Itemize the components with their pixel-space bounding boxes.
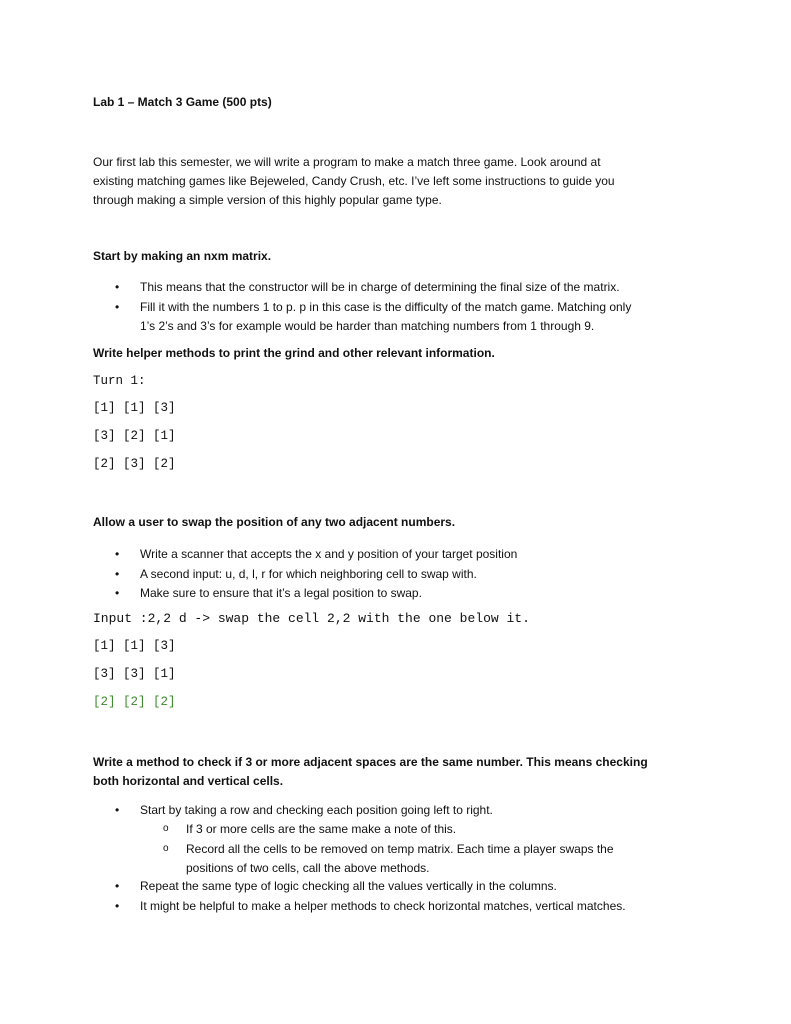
- section2-heading: Write helper methods to print the grind and other relevant information.: [93, 346, 495, 360]
- grid-row: [1] [1] [3]: [93, 639, 176, 653]
- document-title: Lab 1 – Match 3 Game (500 pts): [93, 95, 272, 109]
- grid-row: [2] [3] [2]: [93, 457, 176, 471]
- list-item-text: Write a scanner that accepts the x and y position of your target position: [140, 547, 518, 561]
- sub-list-item: [93, 820, 703, 840]
- heading-line: both horizontal and vertical cells.: [93, 774, 284, 788]
- list-item-text: 1’s 2’s and 3’s for example would be harder than matching numbers from 1 through 9.: [140, 319, 595, 333]
- intro-paragraph: [93, 153, 703, 210]
- intro-line: through making a simple version of this highly popular game type.: [93, 193, 442, 207]
- section3-bullets: [93, 545, 703, 604]
- turn-label: Turn 1:: [93, 374, 146, 388]
- list-item-text: Repeat the same type of logic checking all the values vertically in the columns.: [140, 879, 557, 893]
- section4-heading: [93, 753, 703, 791]
- intro-line: existing matching games like Bejeweled, Candy Crush, etc. I’ve left some instructions to guide you: [93, 174, 615, 188]
- list-item: [93, 897, 703, 917]
- section4-bullets: [93, 801, 703, 821]
- list-item-text: • This means that the constructor will be in charge of determining the final size of the matrix.: [140, 280, 620, 294]
- list-item-text: Make sure to ensure that it’s a legal position to swap.: [140, 586, 422, 600]
- list-item-text: Start by taking a row and checking each position going left to right.: [140, 803, 493, 817]
- list-item-text: o Record all the cells to be removed on temp matrix. Each time a player swaps the: [186, 841, 614, 856]
- grid-row: [3] [2] [1]: [93, 429, 176, 443]
- sub-list-item: [93, 840, 703, 879]
- grid-row: [1] [1] [3]: [93, 401, 176, 415]
- list-item-text: o If 3 or more cells are the same make a note of this.: [186, 822, 457, 836]
- list-item: [93, 584, 703, 604]
- input-example: Input :2,2 d -> swap the cell 2,2 with the one below it.: [93, 611, 530, 626]
- intro-line: Our first lab this semester, we will write a program to make a match three game. Look around at: [93, 155, 601, 169]
- list-item-text: positions of two cells, call the above methods.: [186, 861, 430, 875]
- list-item-text: It might be helpful to make a helper methods to check horizontal matches, vertical matches.: [140, 898, 626, 913]
- list-item: [93, 801, 703, 821]
- section4-bullets-continued: [93, 877, 703, 916]
- list-item-text: • Fill it with the numbers 1 to p. p in this case is the difficulty of the match game. Matching only: [140, 299, 632, 314]
- list-item-text: A second input: u, d, l, r for which neighboring cell to swap with.: [140, 566, 477, 581]
- section1-heading: Start by making an nxm matrix.: [93, 249, 272, 263]
- list-item: [93, 278, 703, 298]
- grid-row: [3] [3] [1]: [93, 667, 176, 681]
- grid-row-highlighted: [2] [2] [2]: [93, 695, 176, 709]
- section1-bullets: [93, 278, 703, 337]
- section3-heading: Allow a user to swap the position of any two adjacent numbers.: [93, 515, 456, 529]
- section4-sub-bullets: [93, 820, 703, 879]
- list-item: [93, 545, 703, 565]
- list-item: [93, 877, 703, 897]
- list-item: [93, 298, 703, 337]
- list-item: [93, 565, 703, 585]
- heading-line: Write a method to check if 3 or more adjacent spaces are the same number. This means checking: [93, 755, 648, 769]
